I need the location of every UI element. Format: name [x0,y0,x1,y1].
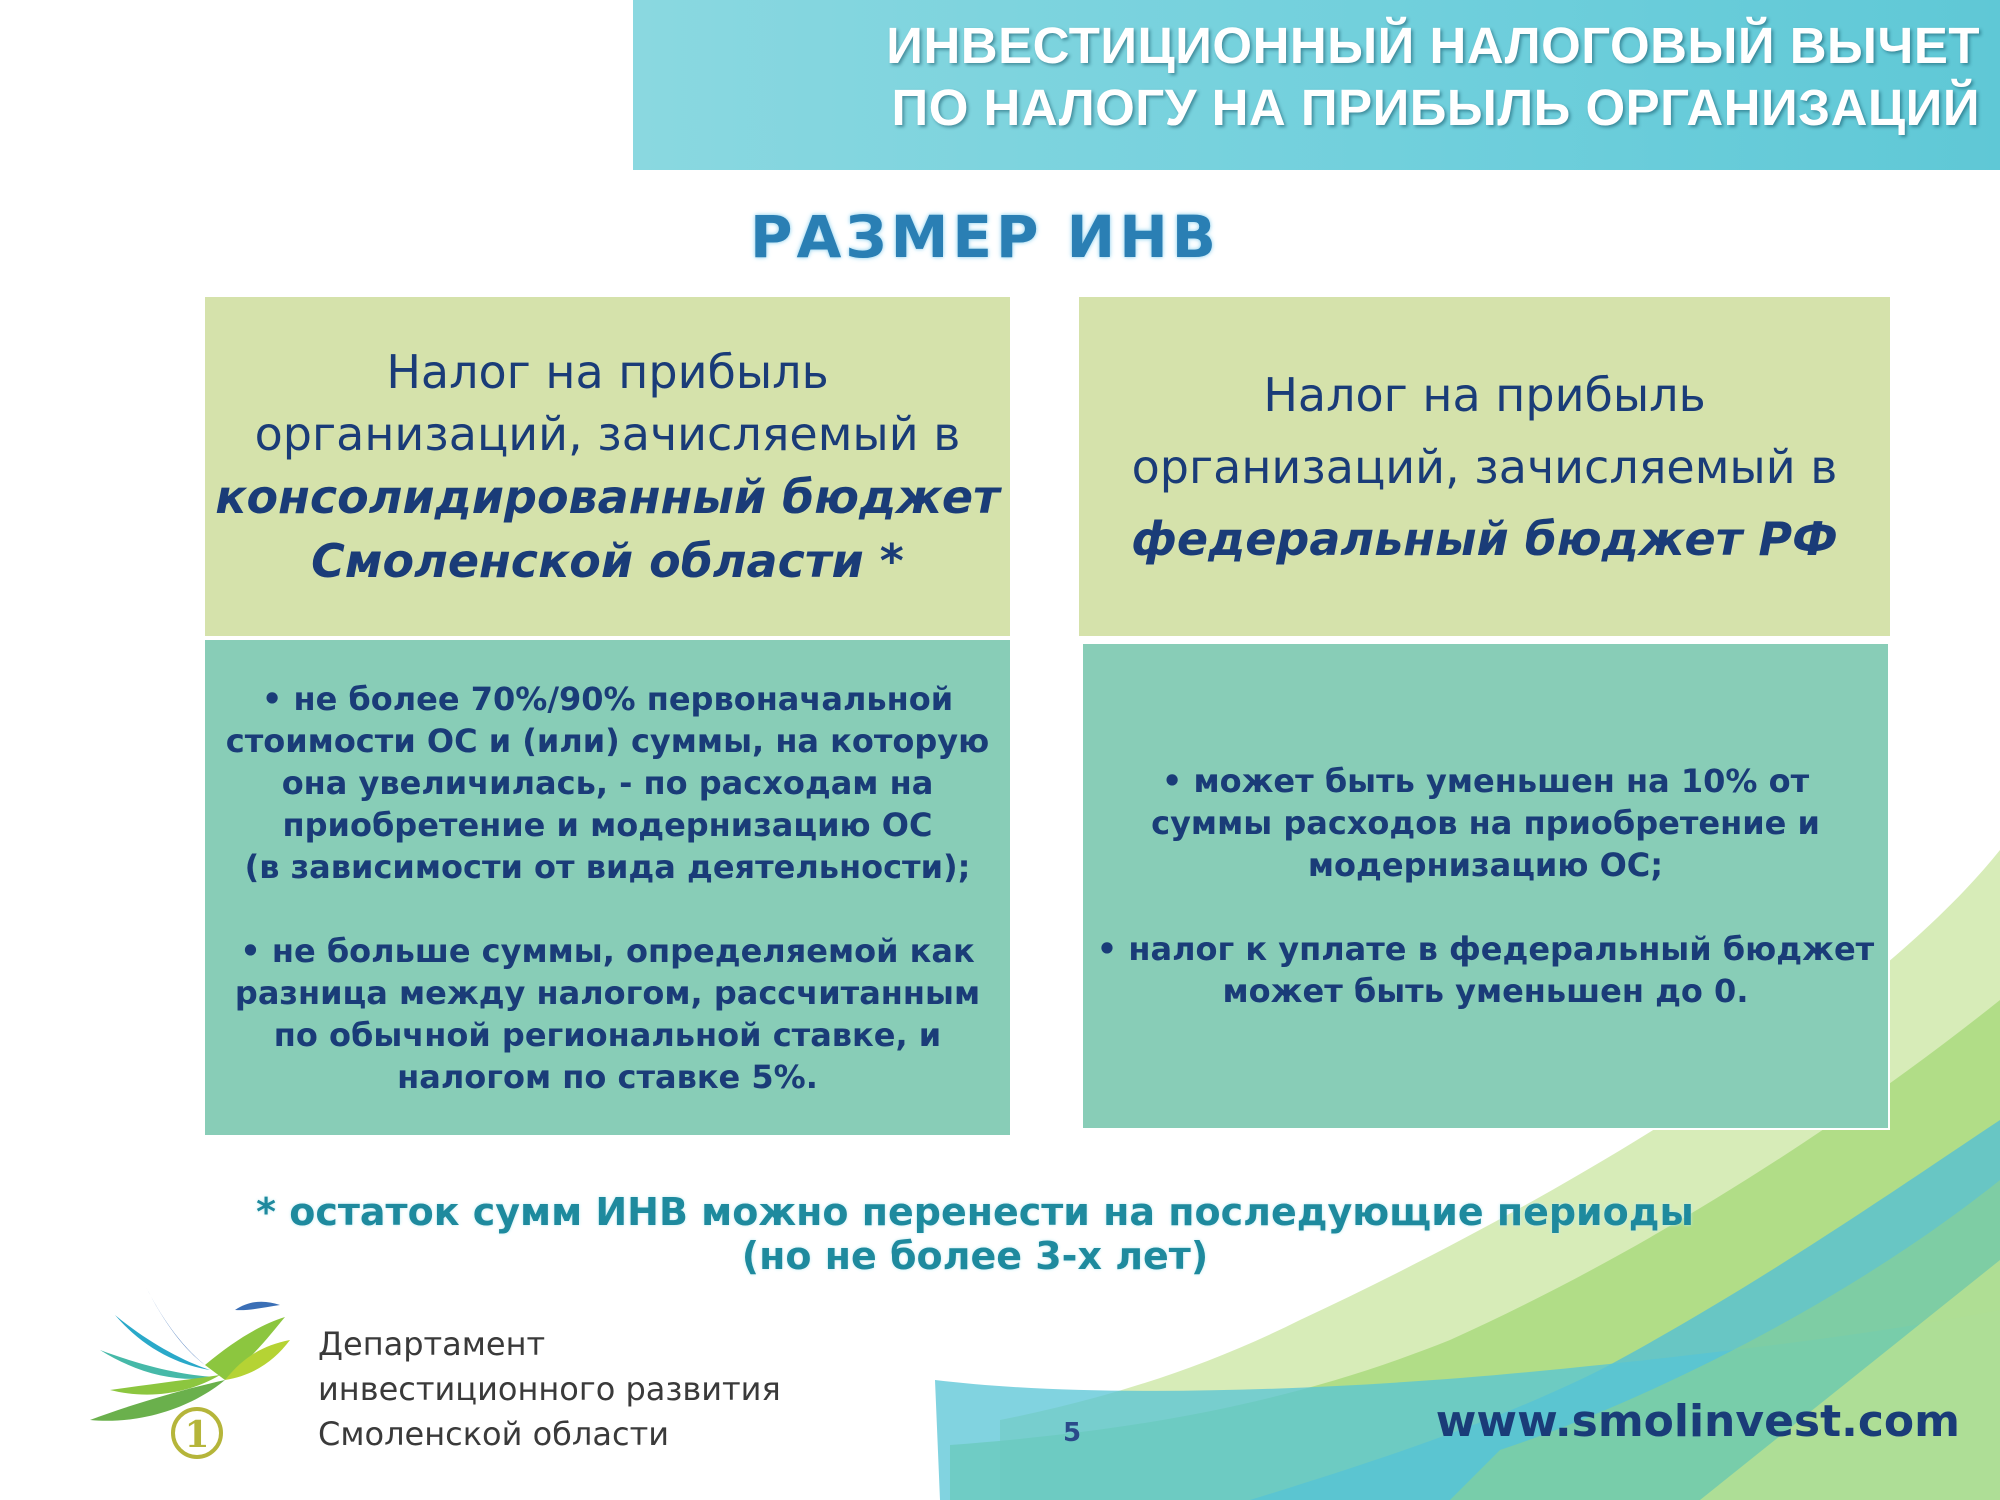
department-line2: инвестиционного развития [318,1370,781,1408]
bullet-item: • может быть уменьшен на 10% от суммы расходов на приобретение и модернизацию ОС; [1151,762,1820,884]
department-line3: Смоленской области [318,1415,669,1453]
card-header-line: организаций, зачисляемый в [1131,439,1838,494]
federal-budget-card-body [1081,642,1890,1130]
regional-budget-card-header [205,297,1010,636]
federal-budget-card-header [1079,297,1890,636]
bullet-item: • не более 70%/90% первоначальной стоимости ОС и (или) суммы, на которую она увеличилась, - по расходам на приобретение и модернизацию ОС (в зависимости от вида деятельности); [225,679,990,886]
card-header-emphasis: Смоленской области * [311,533,904,588]
footnote [200,1190,1750,1278]
logo-emblem-number: 1 [184,1414,210,1456]
bullet-item: • не больше суммы, определяемой как разница между налогом, рассчитанным по обычной региональной ставке, и налогом по ставке 5%. [234,931,981,1096]
card-header-line: организаций, зачисляемый в [254,406,961,461]
card-header-line: Налог на прибыль [1263,367,1706,422]
page-title-line1: ИНВЕСТИЦИОННЫЙ НАЛОГОВЫЙ ВЫЧЕТ [886,17,1980,74]
section-heading: РАЗМЕР ИНВ [750,203,1220,271]
department-line1: Департамент [318,1325,546,1363]
website-link[interactable]: www.smolinvest.com [1435,1396,1960,1447]
card-header-line: Налог на прибыль [386,344,829,399]
page-title-line2: ПО НАЛОГУ НА ПРИБЫЛЬ ОРГАНИЗАЦИЙ [891,79,1980,136]
bullet-item: • налог к уплате в федеральный бюджет может быть уменьшен до 0. [1096,930,1875,1010]
regional-budget-card-body [205,640,1010,1135]
card-header-emphasis: консолидированный бюджет [215,469,1000,524]
title-banner [633,0,2000,170]
card-header-emphasis: федеральный бюджет РФ [1131,511,1838,566]
footnote-line2: (но не более 3-х лет) [741,1234,1209,1278]
bird-logo-icon [85,1255,305,1465]
department-name [318,1322,781,1457]
page-number: 5 [1062,1418,1082,1448]
footnote-line1: * остаток сумм ИНВ можно перенести на последующие периоды [256,1190,1694,1234]
